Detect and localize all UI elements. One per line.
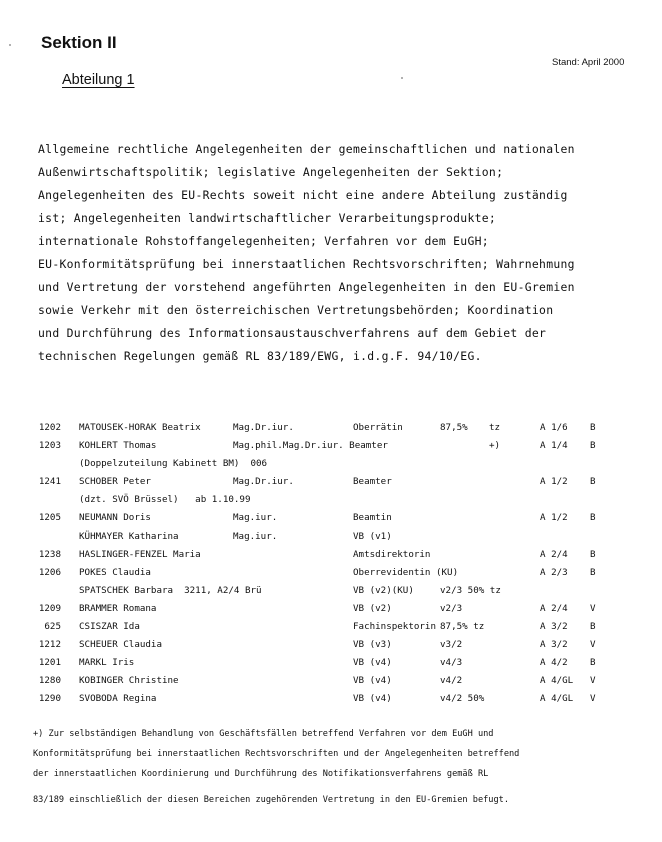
staff-extension: 1280 [38, 675, 61, 687]
staff-row [0, 600, 662, 618]
staff-grade: A 1/2 [540, 512, 568, 524]
staff-grade: A 1/6 [540, 422, 568, 433]
staff-position: VB (v4) [353, 693, 392, 705]
staff-position: Beamter [353, 476, 392, 488]
staff-name: KÜHMAYER Katharina [79, 530, 179, 542]
staff-position: Fachinspektorin [353, 621, 436, 633]
staff-name: SCHEUER Claudia [79, 639, 162, 651]
staff-grade: A 3/2 [540, 621, 568, 633]
staff-row [0, 509, 662, 527]
staff-position: VB (v1) [353, 530, 392, 542]
staff-row [0, 528, 662, 546]
staff-position: VB (v2) [353, 602, 392, 614]
staff-category: B [590, 657, 596, 669]
staff-grade: A 4/GL [540, 693, 574, 705]
description-line: internationale Rohstoffangelegenheiten; Verfahren vor dem EuGH; [38, 234, 489, 248]
staff-row [0, 618, 662, 636]
staff-name: POKES Claudia [79, 566, 151, 578]
section-title: Sektion II [41, 33, 117, 52]
footnote [33, 724, 648, 810]
staff-category: B [590, 440, 596, 452]
staff-row [0, 654, 662, 672]
staff-extension: 1209 [38, 602, 61, 614]
description-line: sowie Verkehr mit den österreichischen Vertretungsbehörden; Koordination [38, 303, 554, 317]
staff-grade: A 1/4 [540, 440, 568, 452]
staff-name: (Doppelzuteilung Kabinett BM) 006 [79, 458, 268, 470]
description-line: Angelegenheiten des EU-Rechts soweit nicht eine andere Abteilung zuständig [38, 188, 568, 202]
staff-title: Mag.Dr.iur. [233, 476, 294, 488]
staff-extra: 87,5% tz [440, 621, 485, 633]
staff-name: SCHOBER Peter [79, 476, 151, 488]
stand-date: Stand: April 2000 [552, 57, 625, 68]
staff-extra: v4/2 50% [440, 693, 485, 705]
staff-row [0, 636, 662, 654]
staff-name: CSISZAR Ida [79, 621, 140, 633]
staff-grade: A 2/4 [540, 548, 568, 560]
staff-name: MARKL Iris [79, 657, 135, 669]
staff-grade: A 4/2 [540, 657, 568, 669]
staff-category: B [590, 512, 596, 524]
staff-grade: A 2/4 [540, 602, 568, 614]
staff-name: MATOUSEK-HORAK Beatrix [79, 422, 201, 433]
staff-extension: 1203 [38, 440, 61, 452]
staff-extension: 1206 [38, 566, 61, 578]
footnote-line: der innerstaatlichen Koordinierung und Durchführung des Notifikationsverfahrens gemäß RL [33, 769, 489, 779]
staff-position: VB (v4) [353, 657, 392, 669]
description-line: und Vertretung der vorstehend angeführten Angelegenheiten in den EU-Gremien [38, 280, 575, 294]
staff-extension: 1201 [38, 657, 61, 669]
department-title: Abteilung 1 [62, 72, 135, 88]
staff-title: Mag.phil.Mag.Dr.iur. Beamter [233, 440, 388, 452]
staff-title: Mag.Dr.iur. [233, 422, 294, 433]
staff-category: V [590, 675, 596, 687]
staff-position: Beamtin [353, 512, 392, 524]
staff-grade: A 3/2 [540, 639, 568, 651]
staff-position: Oberrätin [353, 422, 403, 433]
staff-row [0, 437, 662, 455]
scan-speck [9, 44, 11, 46]
staff-extension: 625 [44, 621, 61, 633]
staff-name: HASLINGER-FENZEL Maria [79, 548, 201, 560]
staff-name: KOHLERT Thomas [79, 440, 157, 452]
description-line: EU-Konformitätsprüfung bei innerstaatlichen Rechtsvorschriften; Wahrnehmung [38, 257, 575, 271]
staff-grade: A 1/2 [540, 476, 568, 488]
staff-row [0, 473, 662, 491]
staff-position: VB (v4) [353, 675, 392, 687]
staff-row [0, 564, 662, 582]
staff-row [0, 690, 662, 708]
staff-note: tz [489, 422, 501, 433]
description-line: technischen Regelungen gemäß RL 83/189/EWG, i.d.g.F. 94/10/EG. [38, 349, 482, 363]
staff-name: KOBINGER Christine [79, 675, 179, 687]
footnote-line: Konformitätsprüfung bei innerstaatlichen Rechtsvorschriften und der Angelegenheiten betreffend [33, 749, 520, 759]
staff-note: +) [489, 440, 501, 452]
staff-position: VB (v2)(KU) [353, 584, 414, 596]
department-description [38, 138, 648, 368]
description-line: Allgemeine rechtliche Angelegenheiten der gemeinschaftlichen und nationalen [38, 142, 575, 156]
staff-extension: 1205 [38, 512, 61, 524]
staff-name: SPATSCHEK Barbara 3211, A2/4 Brü [79, 584, 262, 596]
staff-extension: 1241 [38, 476, 61, 488]
staff-position: Oberrevidentin (KU) [353, 566, 459, 578]
staff-extra: v3/2 [440, 639, 463, 651]
staff-category: V [590, 602, 596, 614]
staff-name: (dzt. SVÖ Brüssel) ab 1.10.99 [79, 494, 251, 506]
footnote-line: +) Zur selbständigen Behandlung von Geschäftsfällen betreffend Verfahren vor dem EuGH und [33, 729, 494, 739]
staff-title: Mag.iur. [233, 530, 278, 542]
staff-row [0, 672, 662, 690]
staff-extra: v4/2 [440, 675, 463, 687]
staff-position: Amtsdirektorin [353, 548, 431, 560]
staff-extra: v4/3 [440, 657, 463, 669]
staff-row [0, 582, 662, 600]
staff-category: V [590, 639, 596, 651]
staff-category: B [590, 621, 596, 633]
staff-category: V [590, 693, 596, 705]
description-line: Außenwirtschaftspolitik; legislative Angelegenheiten der Sektion; [38, 165, 504, 179]
staff-row [0, 419, 662, 437]
staff-name: SVOBODA Regina [79, 693, 157, 705]
staff-extra: v2/3 50% tz [440, 584, 501, 596]
staff-title: Mag.iur. [233, 512, 278, 524]
staff-grade: A 4/GL [540, 675, 574, 687]
staff-category: B [590, 476, 596, 488]
staff-extra: 87,5% [440, 422, 468, 433]
description-line: ist; Angelegenheiten landwirtschaftlicher Verarbeitungsprodukte; [38, 211, 497, 225]
staff-category: B [590, 422, 596, 433]
staff-extension: 1290 [38, 693, 61, 705]
scan-speck [401, 77, 403, 79]
staff-position: VB (v3) [353, 639, 392, 651]
staff-category: B [590, 548, 596, 560]
staff-extension: 1238 [38, 548, 61, 560]
staff-category: B [590, 566, 596, 578]
staff-row [0, 491, 662, 509]
staff-grade: A 2/3 [540, 566, 568, 578]
staff-extension: 1212 [38, 639, 61, 651]
staff-list [0, 419, 662, 709]
staff-extra: v2/3 [440, 602, 463, 614]
description-line: und Durchführung des Informationsaustauschverfahrens auf dem Gebiet der [38, 326, 547, 340]
staff-row [0, 546, 662, 564]
staff-name: BRAMMER Romana [79, 602, 157, 614]
staff-name: NEUMANN Doris [79, 512, 151, 524]
staff-row [0, 455, 662, 473]
footnote-line: 83/189 einschließlich der diesen Bereichen zugehörenden Vertretung in den EU-Gremien befugt. [33, 795, 509, 805]
staff-extension: 1202 [38, 422, 61, 433]
